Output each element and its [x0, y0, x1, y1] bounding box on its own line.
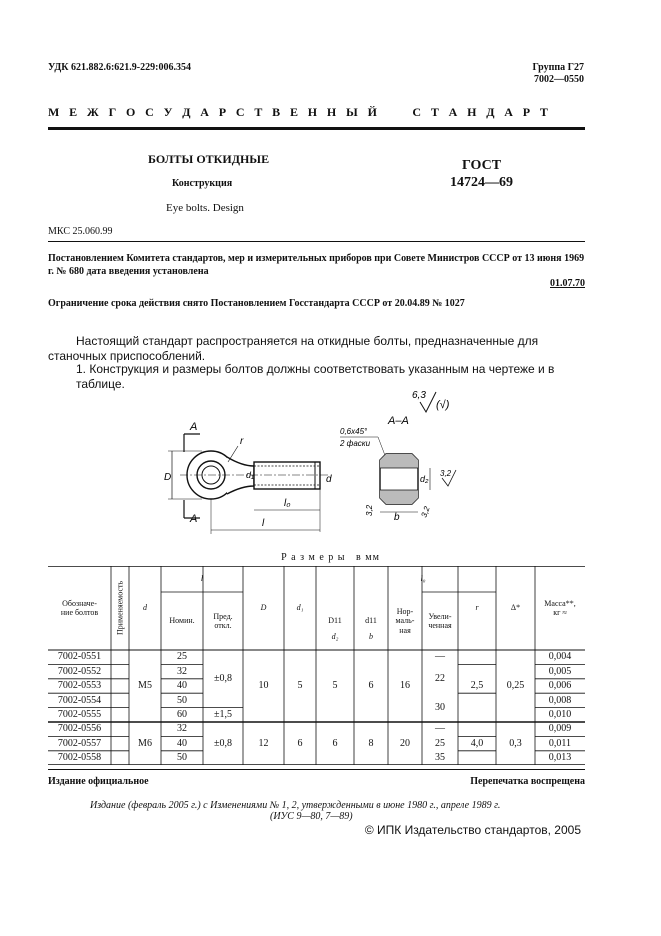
header-applicability: Применяемость	[115, 580, 125, 636]
mks-code: МКС 25.060.99	[48, 226, 113, 237]
header-l0: l₀	[420, 574, 426, 584]
header-designation: Обозначе- ние болтов	[60, 598, 99, 617]
table-row-l-nominal: 60	[177, 709, 187, 721]
table-row-code: 7002-0557	[57, 737, 102, 749]
group1-r: 2,5	[470, 680, 484, 692]
group1-l0-ext-dash: —	[435, 651, 445, 663]
dim-3-2-bottom: 3,2	[419, 505, 432, 519]
table-row-mass: 0,009	[548, 723, 572, 735]
table-row-l-nominal: 25	[177, 651, 187, 663]
group2-l0-ext-1: 25	[435, 737, 445, 749]
group1-big-d: 10	[258, 680, 269, 692]
group2-d: М6	[138, 737, 152, 749]
group1-b: 6	[368, 680, 374, 692]
header-d: d	[143, 603, 147, 613]
group2-deviation: ±0,8	[214, 737, 232, 749]
group1-l0-ext-2: 30	[435, 701, 445, 713]
udk-code: УДК 621.882.6:621.9-229:006.354	[48, 62, 191, 73]
group-label: Группа Г27	[532, 62, 584, 73]
view-a-label-bottom: А	[190, 513, 198, 525]
chamfer-count-label: 2 фаски	[340, 439, 371, 448]
paragraph-scope: Настоящий стандарт распространяется на откидные болты, предназначенные для станочных приспособлений.	[48, 334, 539, 363]
table-row-mass: 0,010	[548, 709, 572, 721]
dim-d1-label: d₁	[246, 470, 254, 480]
header-rule	[48, 127, 585, 130]
header-b: b	[369, 632, 373, 642]
dimensions-table	[48, 566, 585, 765]
table-row-mass: 0,005	[548, 665, 572, 677]
standard-title-en: Eye bolts. Design	[166, 202, 244, 214]
eye-bolt-drawing	[150, 382, 470, 540]
group2-d1: 6	[297, 737, 303, 749]
group2-l0-normal: 20	[400, 737, 410, 749]
table-row-mass: 0,011	[548, 737, 572, 749]
group1-l0-normal: 16	[400, 680, 410, 692]
standard-title: БОЛТЫ ОТКИДНЫЕ	[148, 152, 270, 166]
dim-d-label: D	[164, 472, 172, 483]
header-d2: d₂	[331, 632, 339, 642]
group1-d1: 5	[297, 680, 303, 692]
group2-d2: 6	[332, 737, 338, 749]
header-l-nominal: Номин.	[169, 616, 195, 626]
header-l: l	[200, 574, 204, 584]
gost-number: 14724—69	[450, 175, 513, 190]
roughness-value: 6,3	[412, 390, 426, 401]
table-row-mass: 0,006	[548, 680, 572, 692]
header-l0-normal: Нор- маль- ная	[395, 607, 415, 635]
group1-deviation-2: ±1,5	[214, 709, 232, 721]
group2-b: 8	[368, 737, 374, 749]
table-row-code: 7002-0552	[57, 665, 102, 677]
header-d2-tolerance: D11	[328, 616, 342, 625]
dim-3-2-left: 3,2	[365, 504, 374, 516]
view-a-label-top: А	[190, 421, 198, 433]
table-row-mass: 0,008	[548, 694, 572, 706]
ius-reference: (ИУС 9—80, 7—89)	[270, 811, 353, 822]
standard-subtitle: Конструкция	[172, 178, 233, 189]
dim-r-label: r	[240, 436, 244, 447]
table-row-code: 7002-0553	[57, 680, 102, 692]
table-row-code: 7002-0558	[57, 752, 102, 764]
table-row-code: 7002-0556	[57, 723, 102, 735]
group1-d: М5	[138, 680, 152, 692]
table-row-l-nominal: 32	[177, 665, 187, 677]
group2-r: 4,0	[470, 737, 484, 749]
edition-history: Издание (февраль 2005 г.) с Изменениями № 1, 2, утвержденными в июне 1980 г., апреле 1989 г.	[90, 800, 501, 811]
table-caption: Р а з м е р ы в мм	[281, 552, 380, 563]
group1-d2: 5	[332, 680, 338, 692]
group1-l0-ext-1: 22	[435, 673, 445, 685]
header-big-d: D	[260, 603, 267, 613]
section-label: А–А	[388, 415, 409, 427]
header-b-tolerance: d11	[365, 616, 377, 625]
gost-label: ГОСТ	[462, 158, 502, 173]
official-edition: Издание официальное	[48, 776, 149, 787]
table-row-mass: 0,013	[548, 752, 572, 764]
mks-rule	[48, 241, 585, 242]
reprint-notice: Перепечатка воспрещена	[470, 776, 585, 787]
header-mass: Масса**, кг ≈	[544, 598, 576, 617]
table-row-l-nominal: 50	[177, 694, 187, 706]
header-delta: Δ*	[510, 603, 521, 613]
intro-date: 01.07.70	[550, 278, 585, 289]
dim-b-label: b	[394, 512, 400, 523]
dim-l-label: l	[262, 518, 265, 529]
table-row-code: 7002-0555	[57, 709, 102, 721]
table-row-l-nominal: 32	[177, 723, 187, 735]
table-row-code: 7002-0554	[57, 694, 102, 706]
group2-delta: 0,3	[509, 737, 522, 749]
table-row-l-nominal: 40	[177, 737, 187, 749]
table-row-mass: 0,004	[548, 651, 572, 663]
header-d1: d₁	[296, 603, 304, 613]
table-row-l-nominal: 50	[177, 752, 187, 764]
chamfer-label: 0,6х45°	[340, 427, 368, 436]
group2-big-d: 12	[258, 737, 269, 749]
group2-l0-ext-dash: —	[435, 723, 445, 735]
interstate-standard-heading: М Е Ж Г О С У Д А Р С Т В Е Н Н Ы Й С Т А Н Д А Р Т	[48, 105, 552, 119]
dim-d2-label: d₂	[420, 474, 429, 484]
group-code: 7002—0550	[534, 74, 584, 85]
dim-l0-label: l₀	[284, 498, 291, 509]
decree-text: Постановлением Комитета стандартов, мер и измерительных приборов при Совете Министров СССР от 13 июня 1969 г. № 680 дата введения установлена	[48, 253, 585, 277]
group1-deviation: ±0,8	[214, 673, 232, 685]
dim-3-2-right: 3,2	[440, 469, 452, 478]
header-l0-extended: Увели- ченная	[428, 611, 452, 630]
dim-thread-label: d	[326, 474, 332, 485]
header-r: r	[475, 603, 479, 613]
paragraph-item-1: 1. Конструкция и размеры болтов должны соответствовать указанным на чертеже и в таблице.	[76, 362, 555, 391]
group1-delta: 0,25	[506, 680, 525, 692]
header-l-deviation: Пред. откл.	[213, 611, 233, 630]
roughness-check: (√)	[436, 399, 450, 411]
table-row-l-nominal: 40	[177, 680, 187, 692]
copyright: © ИПК Издательство стандартов, 2005	[364, 823, 581, 837]
table-row-code: 7002-0551	[57, 651, 102, 663]
footer-rule	[48, 769, 585, 770]
group2-l0-ext-2: 35	[435, 752, 445, 764]
restriction-text: Ограничение срока действия снято Постановлением Госстандарта СССР от 20.04.89 № 1027	[48, 298, 465, 309]
